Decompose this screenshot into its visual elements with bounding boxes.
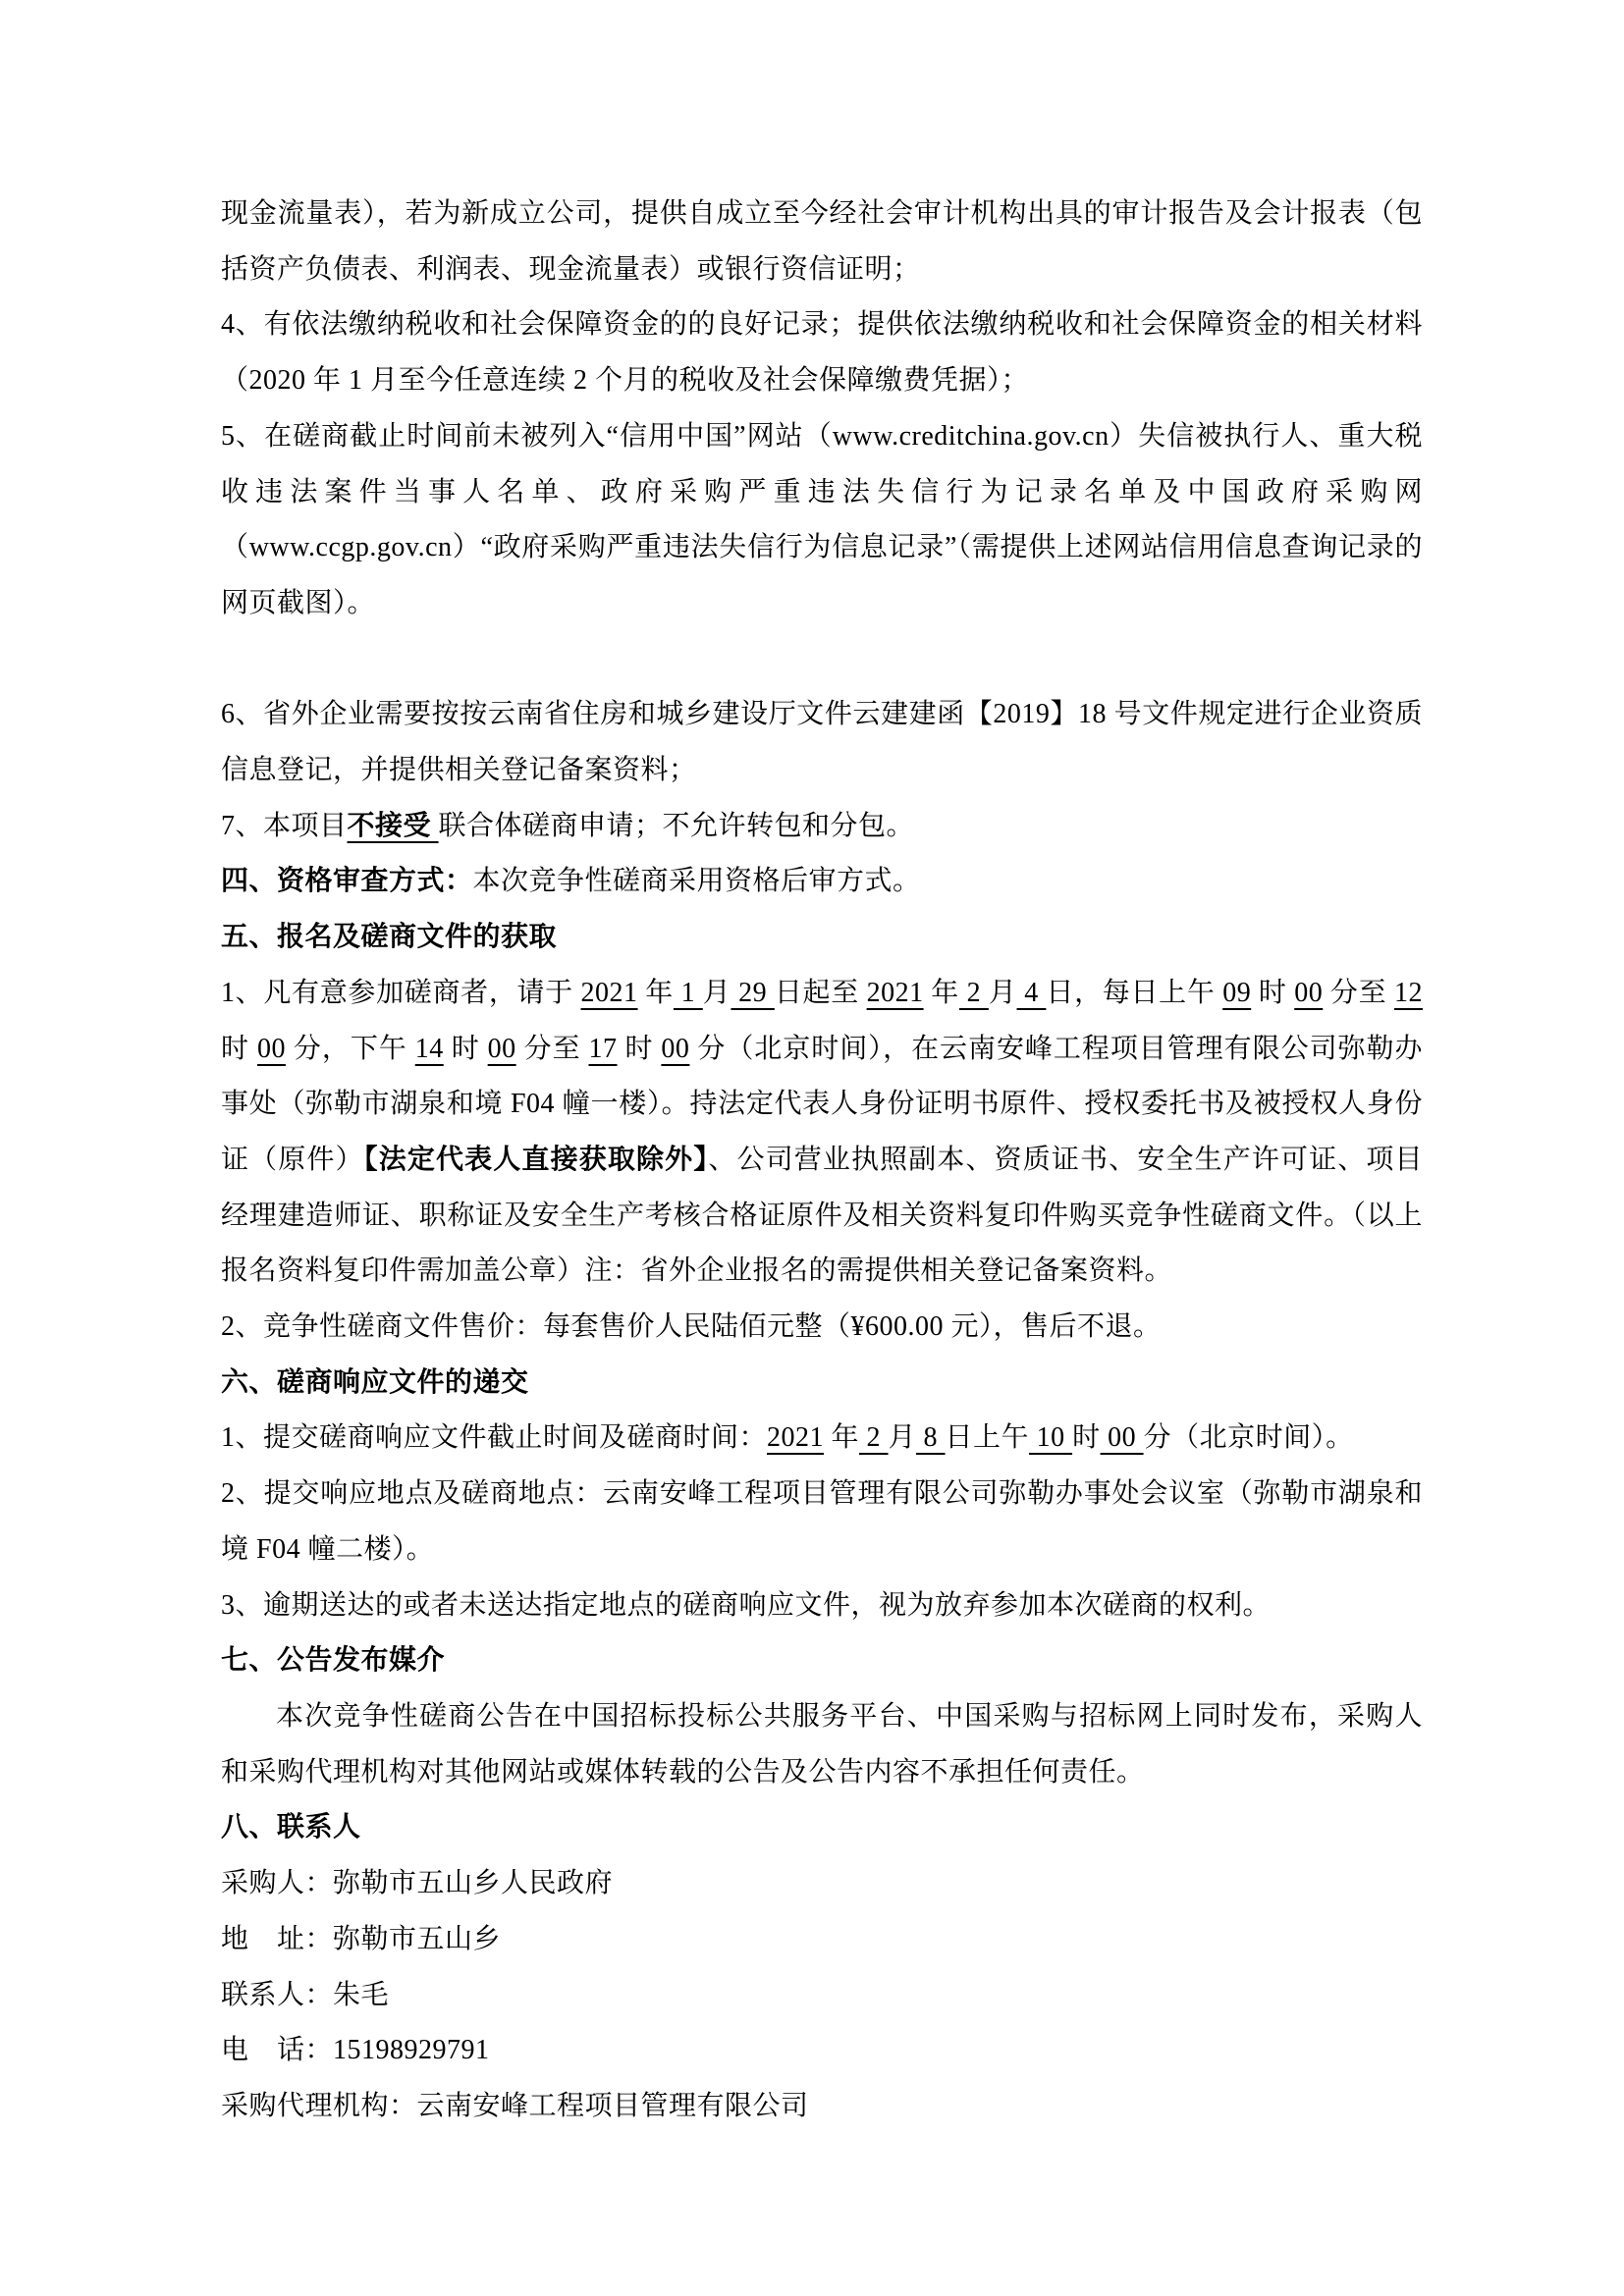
text-run: 4: [1016, 977, 1047, 1008]
text-run: 【法定代表人直接获取除外】: [363, 1144, 709, 1175]
text-run: 00: [487, 1033, 516, 1064]
text-run: 月: [988, 977, 1017, 1008]
text-run: 5、在磋商截止时间前未被列入“信用中国”网站（www.creditchina.gov.cn）失信被执行人、重大税收违法案件当事人名单、政府采购严重违法失信行为记录名单及中国政府采购网（www.ccgp.gov.cn）“政府采购严重违法失信行为信息记录”（需提供上述网站信用信息查询记录的网页截图）。: [221, 420, 1423, 618]
text-run: 1、凡有意参加磋商者，请于: [221, 977, 581, 1008]
text-run: 时: [1072, 1422, 1101, 1454]
text-run: 2021: [866, 977, 924, 1008]
section-5-item-2-document-price: [221, 1300, 1423, 1356]
text-run: 14: [414, 1033, 444, 1064]
text-run: 采购人：弥勒市五山乡人民政府: [221, 1868, 614, 1899]
text-run: 采购代理机构：云南安峰工程项目管理有限公司: [221, 2090, 809, 2121]
text-run: 1、提交磋商响应文件截止时间及磋商时间：: [221, 1422, 768, 1454]
text-run: 不接受: [347, 810, 439, 841]
text-run: 日，每日上午: [1046, 977, 1223, 1008]
section-4-qualification-review: [221, 854, 1423, 910]
text-run: 本次竞争性磋商采用资格后审方式。: [472, 866, 921, 897]
section-6-heading: [221, 1356, 1423, 1412]
section-6-item-2-location: [221, 1467, 1423, 1577]
text-run: 2021: [580, 977, 638, 1008]
contact-agency: [221, 2079, 1423, 2135]
blank-line: [221, 632, 1423, 688]
text-run: 月: [702, 977, 731, 1008]
document-body: [221, 187, 1431, 2135]
section-7-body-media: [221, 1689, 1423, 1800]
text-run: 2021: [767, 1422, 825, 1454]
contact-person: [221, 1968, 1423, 2024]
text-run: 联系人：朱毛: [221, 1979, 390, 2010]
text-run: 电 话：15198929791: [221, 2035, 490, 2066]
text-run: 1: [673, 977, 703, 1008]
section-6-item-3-late-delivery: [221, 1578, 1423, 1634]
item-7-no-consortium: [221, 799, 1423, 855]
item-6-out-of-province: [221, 687, 1423, 798]
contact-phone: [221, 2023, 1423, 2079]
text-run: 2、提交响应地点及磋商地点：云南安峰工程项目管理有限公司弥勒办事处会议室（弥勒市湖泉和境 F04 幢二楼）。: [221, 1478, 1423, 1565]
section-5-item-1-registration: [221, 966, 1431, 1300]
text-run: 分至: [515, 1033, 589, 1064]
text-run: 00: [1294, 977, 1324, 1008]
text-run: 、公司营业执照副本、资质证书、安全生产许可证、项目经理建造师证、职称证及安全生产考核合格证原件及相关资料复印件购买竞争性磋商文件。（以上报名资料复印件需加盖公章）注：省外企业报名的需提供相关登记备案资料。: [221, 1144, 1423, 1287]
text-run: 8: [916, 1422, 946, 1454]
text-run: 七、公告发布媒介: [221, 1645, 446, 1677]
item-4-tax-social-security: [221, 297, 1423, 408]
text-run: 时: [617, 1033, 662, 1064]
text-run: 年: [824, 1422, 860, 1454]
text-run: 2: [859, 1422, 889, 1454]
text-run: 本次竞争性磋商公告在中国招标投标公共服务平台、中国采购与招标网上同时发布，采购人和采购代理机构对其他网站或媒体转载的公告及公告内容不承担任何责任。: [221, 1700, 1423, 1788]
text-run: 00: [256, 1033, 286, 1064]
text-run: 月: [888, 1422, 917, 1454]
text-run: 分（北京时间），在云南安峰工程项目管理有限公司弥勒办事处（弥勒市湖泉和境 F04 幢一楼）。持法定代表人身份证明书原件、授权委托书及被授权人身份证（原件）: [221, 1033, 1423, 1175]
text-run: 7、本项目: [221, 810, 348, 841]
text-run: 地 址：弥勒市五山乡: [221, 1923, 502, 1954]
contact-purchaser: [221, 1856, 1423, 1912]
text-run: 09: [1222, 977, 1252, 1008]
para-audit-report-continuation: [221, 187, 1423, 297]
text-run: 四、资格审查方式：: [221, 866, 473, 897]
text-run: 时: [443, 1033, 488, 1064]
text-run: 日起至: [774, 977, 867, 1008]
text-run: 6、省外企业需要按按云南省住房和城乡建设厅文件云建建函【2019】18 号文件规定进行企业资质信息登记，并提供相关登记备案资料；: [221, 699, 1423, 786]
text-run: 2、竞争性磋商文件售价：每套售价人民陆佰元整（¥600.00 元），售后不退。: [221, 1311, 1162, 1343]
text-run: 五、报名及磋商文件的获取: [221, 922, 558, 953]
section-7-heading: [221, 1633, 1423, 1689]
text-run: 日上午: [945, 1422, 1030, 1454]
text-run: 2: [958, 977, 989, 1008]
text-run: 年: [637, 977, 674, 1008]
text-run: 分至: [1323, 977, 1394, 1008]
text-run: 现金流量表），若为新成立公司，提供自成立至今经社会审计机构出具的审计报告及会计报表（包括资产负债表、利润表、现金流量表）或银行资信证明；: [221, 198, 1423, 285]
text-run: 八、联系人: [221, 1812, 361, 1843]
text-run: 00: [1100, 1422, 1144, 1454]
text-run: 4、有依法缴纳税收和社会保障资金的的良好记录；提供依法缴纳税收和社会保障资金的相关材料（2020 年 1 月至今任意连续 2 个月的税收及社会保障缴费凭据）；: [221, 309, 1423, 397]
text-run: 时: [221, 977, 1431, 1064]
text-run: 29: [731, 977, 775, 1008]
text-run: 六、磋商响应文件的递交: [221, 1366, 529, 1398]
text-run: 00: [661, 1033, 690, 1064]
section-6-item-1-deadline: [221, 1411, 1423, 1467]
text-run: 12: [1393, 977, 1423, 1008]
text-run: 分，下午: [285, 1033, 415, 1064]
text-run: 年: [923, 977, 959, 1008]
text-run: 分（北京时间）。: [1143, 1422, 1354, 1454]
text-run: 10: [1029, 1422, 1073, 1454]
section-8-heading: [221, 1800, 1423, 1856]
text-run: 联合体磋商申请；不允许转包和分包。: [438, 810, 915, 841]
contact-address: [221, 1912, 1423, 1968]
text-run: 3、逾期送达的或者未送达指定地点的磋商响应文件，视为放弃参加本次磋商的权利。: [221, 1589, 1272, 1621]
text-run: 时: [1251, 977, 1295, 1008]
item-5-credit-china: [221, 409, 1423, 632]
section-5-heading: [221, 910, 1423, 966]
text-run: 17: [588, 1033, 618, 1064]
